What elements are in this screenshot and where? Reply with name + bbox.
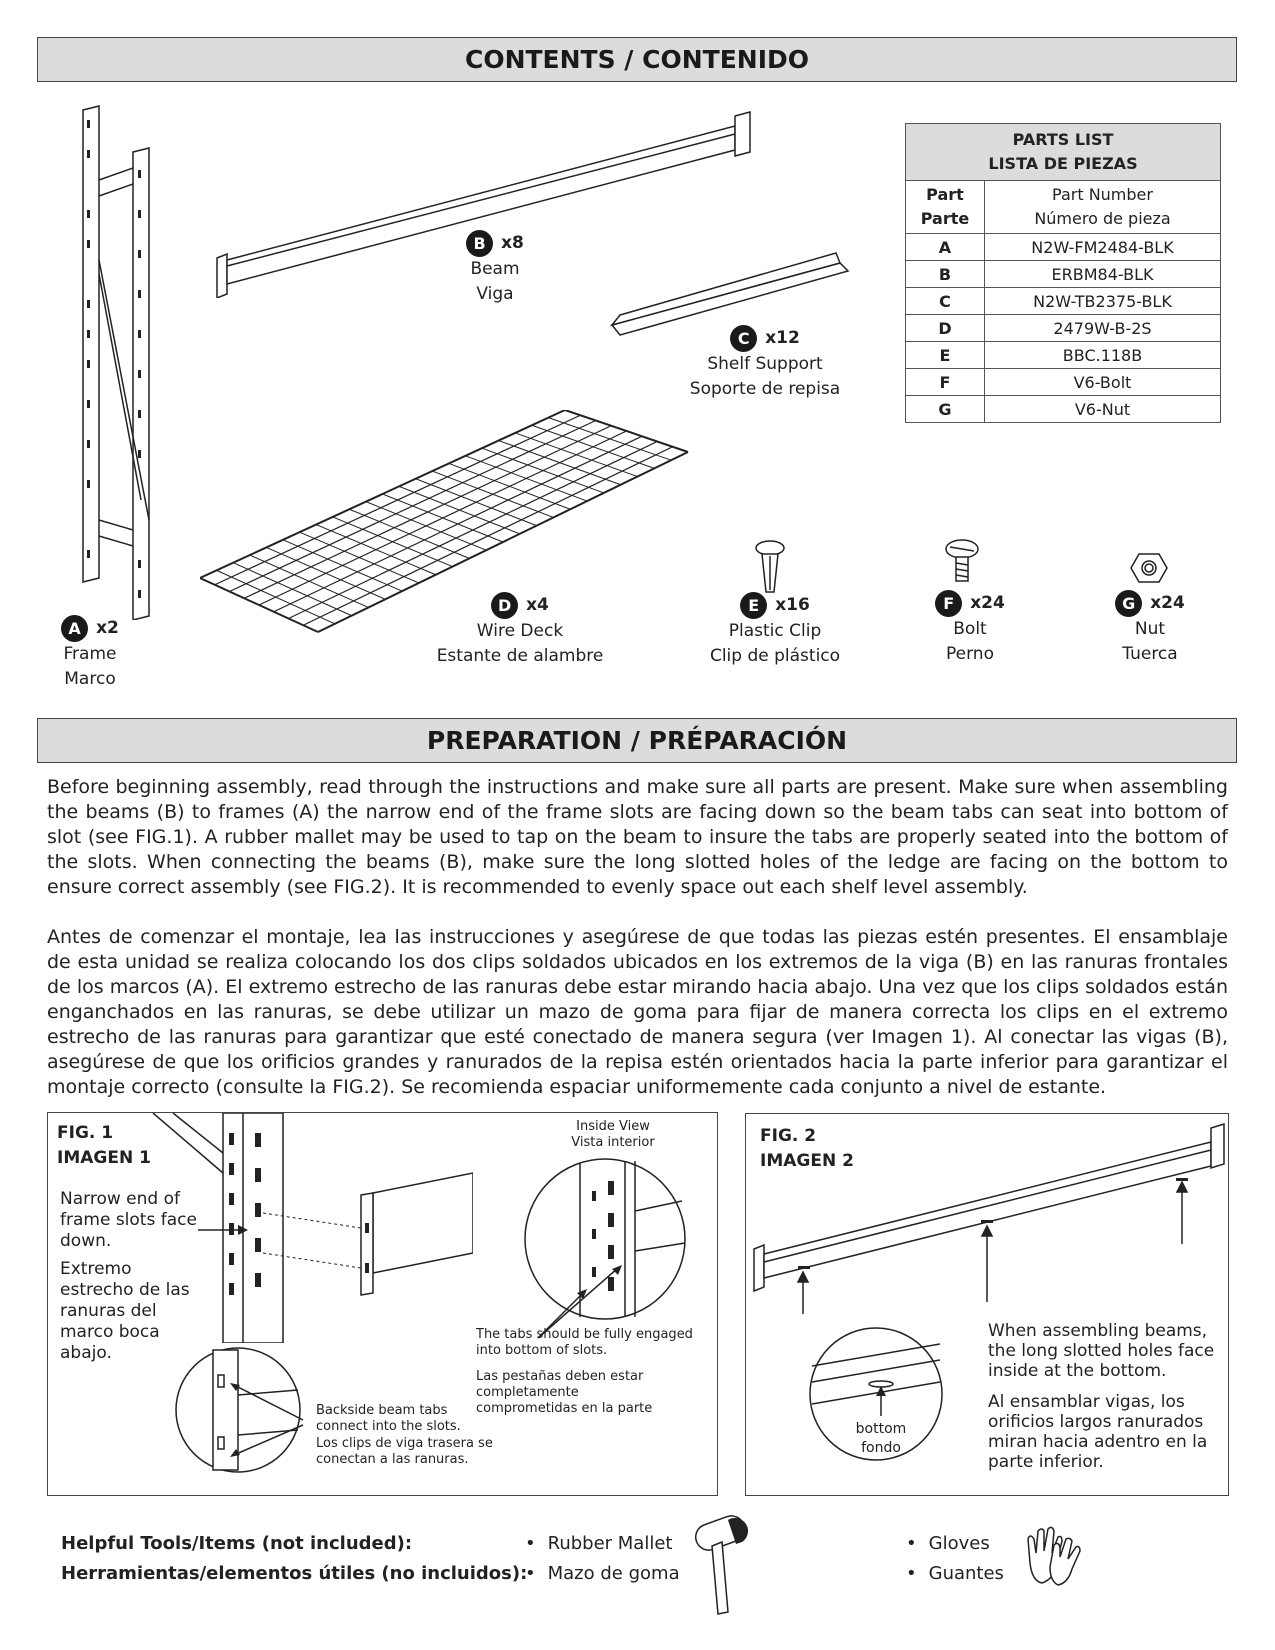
part-d-label — [420, 592, 620, 669]
fig1-tabs-es: Las pestañas deben estar completamente comprometidas en la parte — [476, 1369, 653, 1416]
row-number: BBC.118B — [985, 342, 1221, 369]
table-row — [906, 261, 1221, 288]
part-b-label — [440, 230, 550, 307]
fig1-narrow-es: Extremo estrecho de las ranuras del marco boca abajo. — [60, 1259, 190, 1363]
preparation-title: PREPARATION / PRÉPARACIÓN — [426, 726, 848, 755]
tools-gloves-en: • Gloves — [906, 1529, 1004, 1559]
wire-line — [432, 471, 553, 517]
frame-illustration — [65, 100, 175, 620]
tools-mallet-en: • Rubber Mallet — [525, 1529, 680, 1559]
contents-banner — [37, 37, 1237, 82]
part-e-qty: x16 — [775, 595, 810, 615]
fig1-title-en: FIG. 1 — [57, 1123, 114, 1143]
tools-heading-en: Helpful Tools/Items (not included): — [61, 1533, 413, 1554]
preparation-paragraph-en: Before beginning assembly, read through the instructions and make sure all parts are present. Make sure when assembling the beams (B) to frames (A) the narrow end of the frame slots are facing down so the beam tabs can seat into bottom of slot (see FIG.1). A rubber mallet may be used to tap on the beam to insure the tabs are properly seated into the bottom of the slots. When connecting the beams (B), make sure the long slotted holes of the ledge are facing on the bottom to ensure correct assembly (see FIG.2). It is recommended to evenly space out each shelf level assembly. — [47, 776, 1228, 898]
table-row — [906, 234, 1221, 261]
fig1-backside-arrows-icon — [228, 1375, 308, 1465]
wire-line — [349, 509, 469, 558]
part-b-badge: B — [466, 230, 493, 257]
row-part: F — [906, 369, 985, 396]
wire-line — [366, 502, 486, 551]
wire-line — [233, 563, 351, 616]
fig1-title-es: IMAGEN 1 — [57, 1148, 151, 1168]
wire-line — [449, 463, 570, 509]
fig1-inside-es: Vista interior — [571, 1135, 655, 1150]
col-number-es: Número de pieza — [1034, 209, 1171, 228]
fig1-backside-en: Backside beam tabs connect into the slots. — [316, 1403, 461, 1434]
tools-gloves — [906, 1529, 1004, 1589]
part-e-badge: E — [740, 592, 767, 619]
fig2-bottom-label — [846, 1420, 916, 1458]
parts-list-header-row — [906, 124, 1221, 181]
wire-line — [266, 547, 385, 599]
fig2-note-en: When assembling beams, the long slotted holes face inside at the bottom. — [988, 1321, 1215, 1381]
part-d-badge: D — [491, 592, 518, 619]
col-part-header — [906, 181, 985, 234]
tools-mallet — [525, 1529, 680, 1589]
part-a-name-es: Marco — [64, 669, 116, 689]
part-e-name-es: Clip de plástico — [709, 646, 841, 666]
gloves-icon — [1020, 1523, 1084, 1589]
wire-line — [399, 486, 520, 533]
row-number: V6-Nut — [985, 396, 1221, 423]
wire-line — [283, 540, 402, 591]
part-f-badge: F — [935, 590, 962, 617]
part-g-name-es: Tuerca — [1122, 644, 1178, 664]
part-a-name-en: Frame — [63, 644, 117, 664]
fig2-bottom-en: bottom — [855, 1421, 907, 1437]
row-number: N2W-FM2484-BLK — [985, 234, 1221, 261]
part-f-qty: x24 — [970, 593, 1005, 613]
parts-list-title-es: LISTA DE PIEZAS — [988, 154, 1138, 173]
wire-line — [316, 525, 436, 575]
wire-line — [499, 441, 621, 485]
parts-list-title — [906, 124, 1221, 181]
wire-line — [333, 517, 453, 567]
table-row — [906, 288, 1221, 315]
part-c-name-en: Shelf Support — [707, 354, 823, 374]
row-number: 2479W-B-2S — [985, 315, 1221, 342]
row-number: V6-Bolt — [985, 369, 1221, 396]
part-g-name-en: Nut — [1134, 619, 1166, 639]
col-number-header — [985, 181, 1221, 234]
bolt-icon — [942, 537, 982, 585]
col-part-en: Part — [926, 185, 964, 204]
row-part: B — [906, 261, 985, 288]
row-part: C — [906, 288, 985, 315]
part-g-qty: x24 — [1150, 593, 1185, 613]
fig2-bottom-es: fondo — [861, 1440, 901, 1456]
row-number: ERBM84-BLK — [985, 261, 1221, 288]
table-row — [906, 369, 1221, 396]
part-f-name-es: Perno — [946, 644, 994, 664]
row-part: A — [906, 234, 985, 261]
contents-title: CONTENTS / CONTENIDO — [464, 45, 810, 74]
row-number: N2W-TB2375-BLK — [985, 288, 1221, 315]
row-part: E — [906, 342, 985, 369]
wire-line — [548, 418, 671, 461]
table-row — [906, 315, 1221, 342]
fig2-note-es: Al ensamblar vigas, los orificios largos ranurados miran hacia adentro en la parte inferior. — [988, 1392, 1208, 1472]
col-number-en: Part Number — [1052, 185, 1153, 204]
wire-line — [565, 410, 688, 452]
wire-line — [300, 532, 419, 583]
preparation-banner — [37, 718, 1237, 763]
part-a-badge: A — [61, 615, 88, 642]
part-d-qty: x4 — [526, 595, 549, 615]
fig1-inside-en: Inside View — [576, 1119, 650, 1134]
part-c-name-es: Soporte de repisa — [689, 379, 841, 399]
nut-icon — [1130, 552, 1168, 586]
row-part: G — [906, 396, 985, 423]
wire-line — [515, 433, 637, 477]
part-d-name-en: Wire Deck — [476, 621, 564, 641]
part-g-badge: G — [1115, 590, 1142, 617]
wire-line — [416, 479, 537, 526]
tools-mallet-es: • Mazo de goma — [525, 1559, 680, 1589]
fig2-title-es: IMAGEN 2 — [760, 1151, 854, 1171]
part-d-name-es: Estante de alambre — [436, 646, 604, 666]
mallet-icon — [690, 1512, 750, 1617]
part-a-qty: x2 — [96, 618, 119, 638]
part-b-qty: x8 — [501, 233, 524, 253]
wire-line — [383, 494, 504, 542]
part-e-name-en: Plastic Clip — [728, 621, 822, 641]
wire-line — [217, 570, 335, 623]
wire-line — [532, 425, 655, 468]
wire-line — [250, 555, 369, 607]
wire-line — [465, 456, 587, 501]
table-row — [906, 396, 1221, 423]
preparation-paragraph-es: Antes de comenzar el montaje, lea las instrucciones y asegúrese de que todas las piezas estén presentes. El ensamblaje de esta unidad se realiza colocando los dos clips soldados ubicados en los extremos de la viga (B) en las ranuras frontales de los marcos (A). El extremo estrecho de las ranuras debe estar mirando hacia abajo. Una vez que los clips soldados están enganchados en las ranuras, se debe utilizar un mazo de goma para fijar de manera correcta los clips en el extremo estrecho de las ranuras para garantizar que esté conectado de manera segura (ver Imagen 1). Al conectar las vigas (B), asegúrese de que los orificios grandes y ranurados de la repisa estén orientados hacia la parte inferior para garantizar el montaje correcto (consulte la FIG.2). Se recomienda espaciar uniformemente cada conjunto a nivel de estante. — [47, 926, 1228, 1098]
fig2-title-en: FIG. 2 — [760, 1126, 817, 1146]
fig2-beam-drawing — [746, 1114, 1229, 1314]
part-e-label — [700, 592, 850, 669]
plastic-clip-icon — [750, 538, 790, 594]
fig1-narrow-en: Narrow end of frame slots face down. — [60, 1189, 197, 1251]
fig1-title — [57, 1121, 151, 1171]
part-f-name-en: Bolt — [953, 619, 987, 639]
tools-heading-es: Herramientas/elementos útiles (no incluidos): — [61, 1563, 528, 1584]
wire-line — [482, 448, 604, 493]
part-f-label — [920, 590, 1020, 667]
part-c-badge: C — [730, 325, 757, 352]
fig1-arrow-icon — [198, 1223, 248, 1237]
parts-list-table — [905, 123, 1221, 423]
parts-list-column-headers — [906, 181, 1221, 234]
figure-1 — [47, 1112, 718, 1496]
figure-2 — [745, 1113, 1229, 1496]
table-row — [906, 342, 1221, 369]
fig1-backside-es: Los clips de viga trasera se conectan a las ranuras. — [316, 1436, 493, 1467]
tools-heading — [61, 1529, 527, 1589]
part-b-name-es: Viga — [476, 284, 514, 304]
col-part-es: Parte — [920, 209, 970, 228]
tools-gloves-es: • Guantes — [906, 1559, 1004, 1589]
fig1-inside-view — [528, 1119, 698, 1151]
part-g-label — [1100, 590, 1200, 667]
part-c-label — [680, 325, 850, 402]
fig1-tabs-en: The tabs should be fully engaged into bottom of slots. — [476, 1327, 693, 1358]
parts-list-title-en: PARTS LIST — [1012, 130, 1114, 149]
part-b-name-en: Beam — [470, 259, 520, 279]
part-a-label — [50, 615, 130, 692]
row-part: D — [906, 315, 985, 342]
part-c-qty: x12 — [765, 328, 800, 348]
